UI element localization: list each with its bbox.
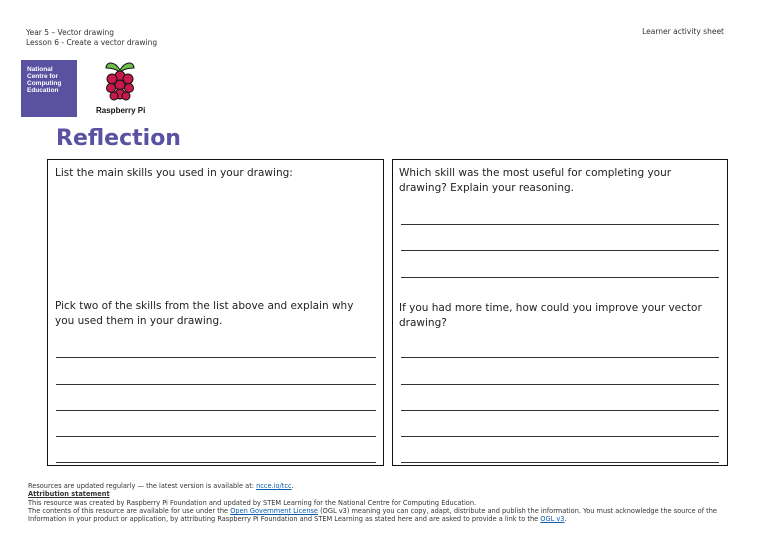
document-header [26,28,157,48]
answer-line[interactable] [401,250,719,251]
answer-line[interactable] [56,357,376,358]
resources-text: Resources are updated regularly — the latest version is available at: [28,482,257,490]
raspberry-pi-logo [96,58,146,120]
attribution-heading: Attribution statement [28,490,110,499]
answer-line[interactable] [401,384,719,385]
resources-end: . [291,482,294,490]
answer-line[interactable] [401,462,719,463]
answer-line[interactable] [56,436,376,437]
answer-line[interactable] [401,224,719,225]
answer-line[interactable] [401,436,719,437]
ogl-link[interactable]: Open Government License [230,506,318,515]
ncce-logo-line: Centre for [27,73,59,80]
question-two-skills: Pick two of the skills from the list above and explain why you used them in your drawing. [55,300,354,327]
left-answer-box [47,159,384,466]
ncce-logo-line: Education [27,87,59,94]
answer-line[interactable] [56,410,376,411]
answer-line[interactable] [401,410,719,411]
license-text-a: The contents of this resource are available for use under the [28,506,231,515]
resources-note [28,482,740,490]
license-text-b: (OGL v3) meaning you can copy, adapt, distribute and publish the information. You must acknowledge the source of the Information in your product or application, by attributing Raspberry Pi Foundation and STEM Learning as stated here and are asked to provide a link to the [28,506,717,524]
answer-line[interactable] [401,357,719,358]
raspberry-pi-label: Raspberry Pi [96,106,146,115]
answer-line[interactable] [401,277,719,278]
license-text-c: . [564,515,567,524]
ncce-tcc-link[interactable]: ncce.io/tcc [256,482,292,490]
attribution-line-1: This resource was created by Raspberry Pi Foundation and updated by STEM Learning for the National Centre for Computing Education. [28,498,477,507]
page-title: Reflection [56,126,181,151]
answer-line[interactable] [56,384,376,385]
ogl-v3-link[interactable]: OGL v3 [540,515,565,524]
question-most-useful-skill: Which skill was the most useful for completing your drawing? Explain your reasoning. [399,167,672,194]
document-footer [28,482,740,523]
header-sheet-type: Learner activity sheet [642,27,724,36]
header-lesson: Lesson 6 - Create a vector drawing [26,38,158,47]
ncce-logo-line: National [27,66,53,73]
ncce-logo-line: Computing [27,80,62,87]
question-main-skills: List the main skills you used in your drawing: [55,167,293,179]
ncce-logo [21,60,77,117]
answer-line[interactable] [56,462,376,463]
header-year-unit: Year 5 – Vector drawing [26,28,115,37]
question-improve-drawing: If you had more time, how could you improve your vector drawing? [399,302,702,329]
attribution-line-2 [28,507,740,524]
raspberry-icon [100,58,140,104]
right-answer-box [392,159,728,466]
